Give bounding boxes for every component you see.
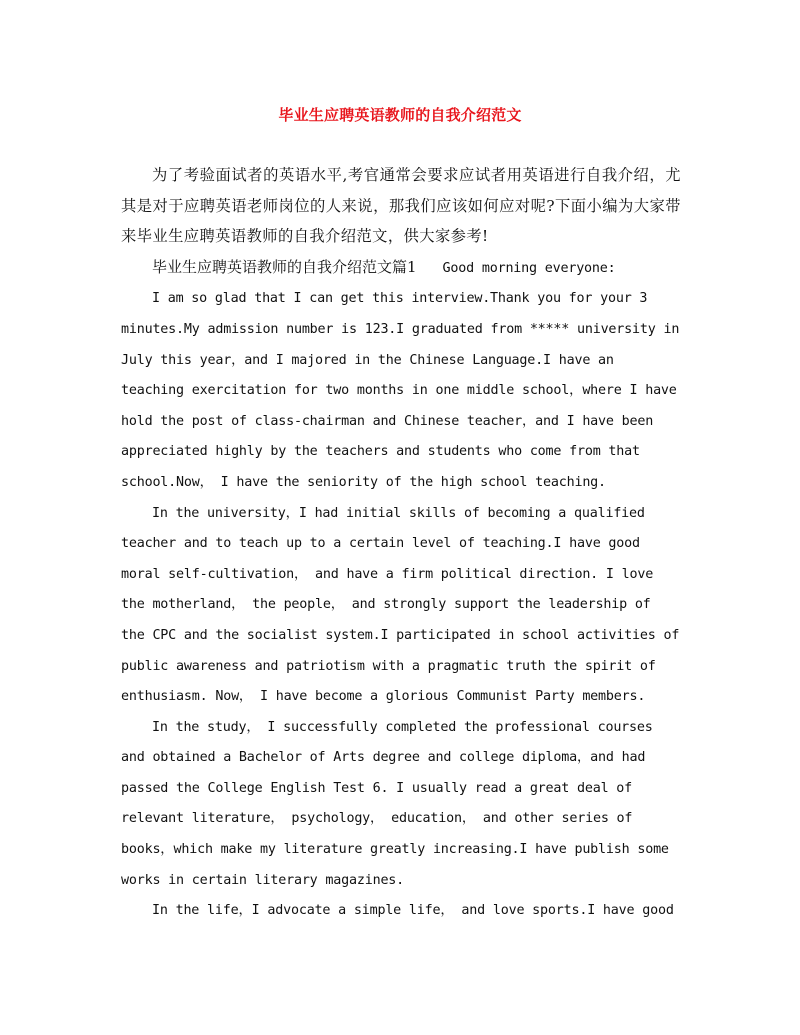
greeting-text: Good morning everyone: xyxy=(442,260,616,276)
intro-paragraph: 为了考验面试者的英语水平,考官通常会要求应试者用英语进行自我介绍，尤其是对于应聘英语老师岗位的人来说，那我们应该如何应对呢?下面小编为大家带来毕业生应聘英语教师的自我介绍范文，供大家参考! xyxy=(121,166,681,246)
body-paragraph-4: In the life，I advocate a simple life， and love sports.I have good xyxy=(152,903,674,919)
body-paragraph-2: In the university，I had initial skills of becoming a qualified teacher and to teach up to a certain level of teaching.I have good moral self-cultivation， and have a firm political direction. I love the motherland， the people， and strongly support the leadership of the CPC and the socialist system.I participated in school activities of public awareness and patriotism with a pragmatic truth the spirit of enthusiasm. Now， I have become a glorious Communist Party members. xyxy=(121,505,680,705)
body-paragraph-1: I am so glad that I can get this interview.Thank you for your 3 minutes.My admission number is 123.I graduated from ***** university in July this year，and I majored in the Chinese Language.I have an teaching exercitation for two months in one middle school，where I have hold the post of class-chairman and Chinese teacher，and I have been appreciated highly by the teachers and students who come from that school.Now， I have the seniority of the high school teaching. xyxy=(121,291,680,490)
section-heading-line xyxy=(121,252,681,285)
body-paragraph-3: In the study， I successfully completed the professional courses and obtained a Bachelor of Arts degree and college diploma，and had passed the College English Test 6. I usually read a great deal of relevant literature， psychology， education， and other series of books，which make my literature greatly increasing.I have publish some works in certain literary magazines. xyxy=(121,719,669,888)
document-title: 毕业生应聘英语教师的自我介绍范文 xyxy=(278,106,522,124)
section-heading: 毕业生应聘英语教师的自我介绍范文篇1 xyxy=(152,257,417,276)
document-body xyxy=(121,160,681,927)
